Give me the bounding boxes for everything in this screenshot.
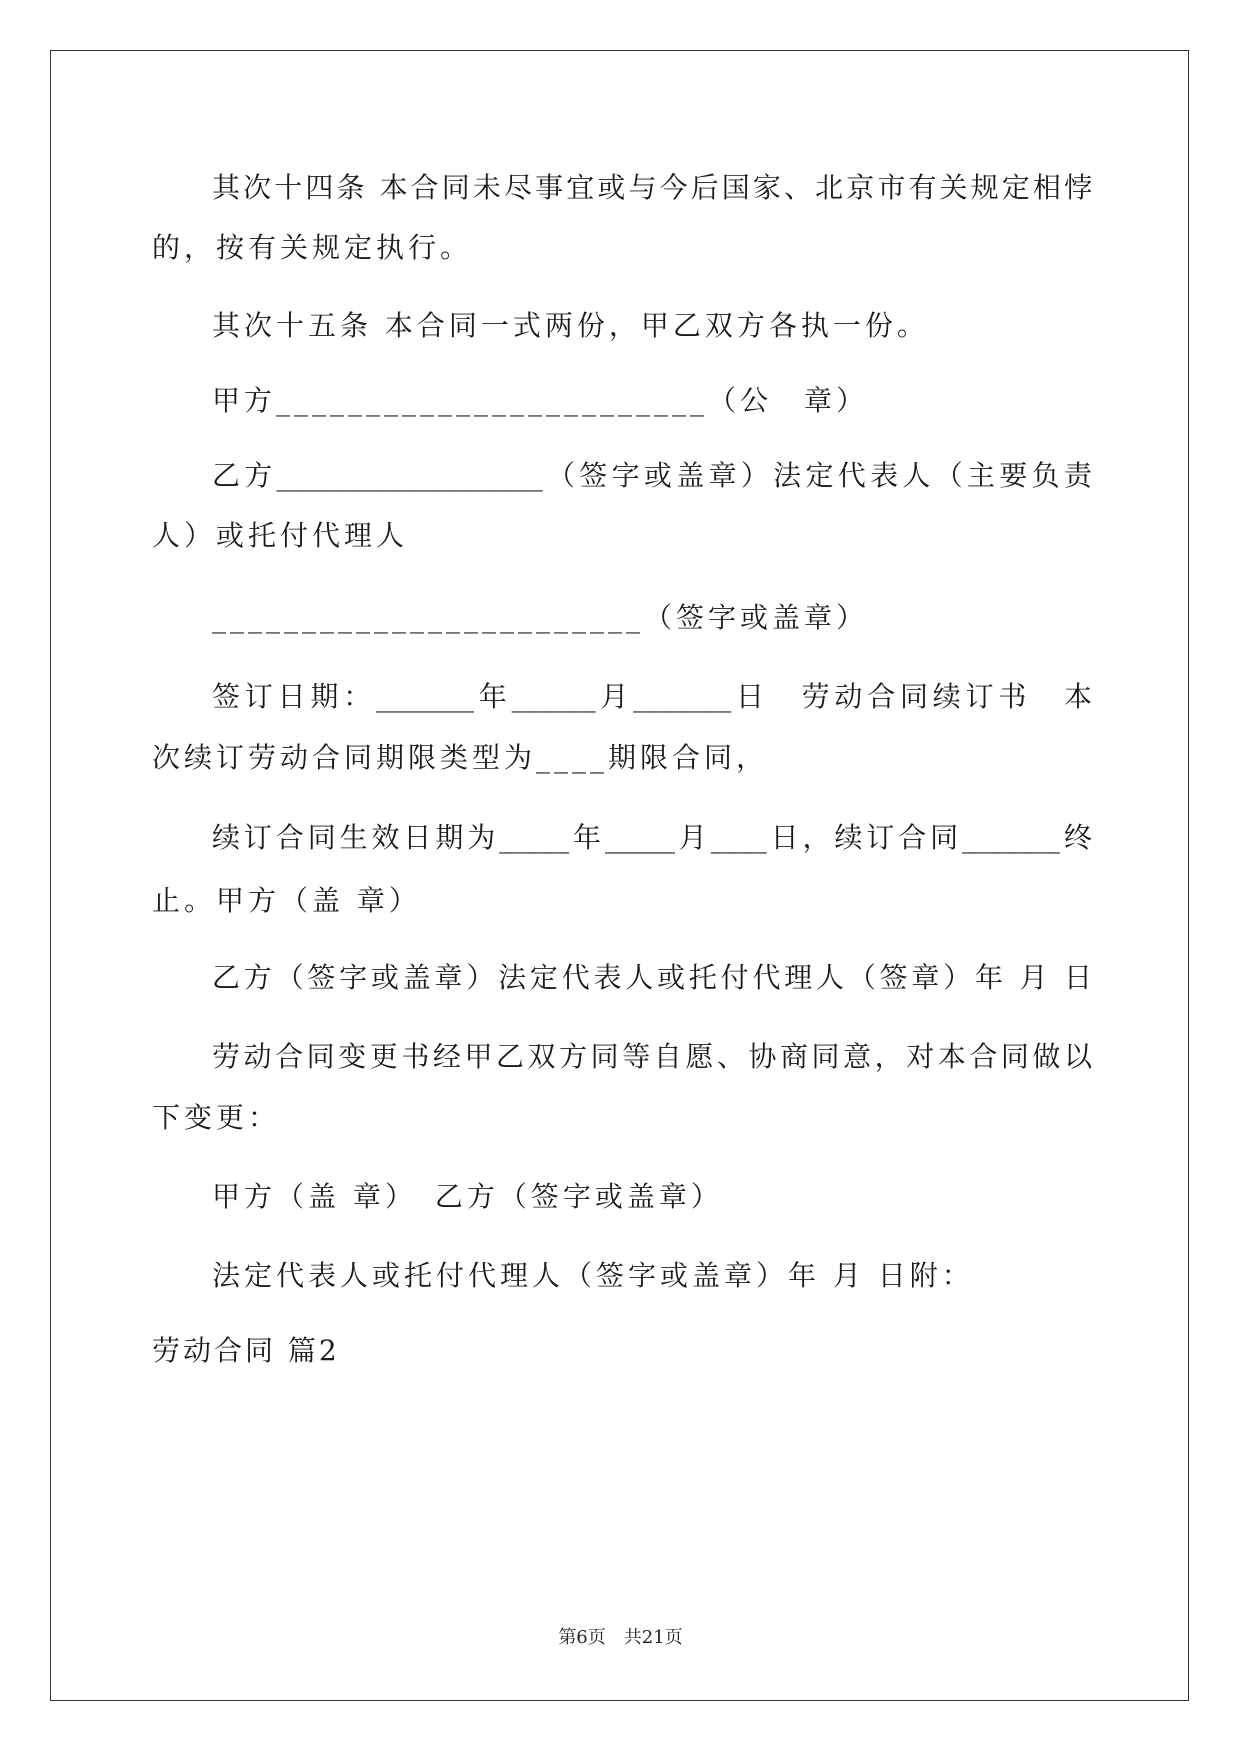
page-frame xyxy=(50,50,1189,1701)
party-b-signature-line-1: 乙方___________________（签字或盖章）法定代表人（主要负责 xyxy=(212,459,1092,492)
renewal-term-line: 次续订劳动合同期限类型为____期限合同， xyxy=(152,741,769,774)
renewal-signature-line: 乙方（签字或盖章）法定代表人或托付代理人（签章）年 月 日 xyxy=(212,961,1092,994)
party-a-seal-line: 甲方________________________（公 章） xyxy=(212,384,869,417)
clause-14-line-1: 其次十四条 本合同未尽事宜或与今后国家、北京市有关规定相悖 xyxy=(212,171,1092,204)
clause-15: 其次十五条 本合同一式两份，甲乙双方各执一份。 xyxy=(212,309,929,342)
page-number-footer: 第6页 共21页 xyxy=(558,1627,683,1648)
agent-signature-line: ________________________（签字或盖章） xyxy=(212,601,869,634)
amendment-line-2: 下变更： xyxy=(152,1101,281,1134)
renewal-effective-line-2: 止。甲方（盖 章） xyxy=(152,884,421,917)
party-b-signature-line-2: 人）或托付代理人 xyxy=(152,519,409,552)
clause-14-line-2: 的，按有关规定执行。 xyxy=(152,231,473,264)
section-heading: 劳动合同 篇2 xyxy=(152,1334,340,1367)
amendment-agent-line: 法定代表人或托付代理人（签字或盖章）年 月 日附： xyxy=(212,1259,974,1292)
amendment-line-1: 劳动合同变更书经甲乙双方同等自愿、协商同意，对本合同做以 xyxy=(212,1040,1092,1073)
amendment-seal-line: 甲方（盖 章） 乙方（签字或盖章） xyxy=(212,1180,723,1213)
signing-date-line: 签订日期：_______年______月_______日 劳动合同续订书 本 xyxy=(212,680,1092,713)
renewal-effective-line-1: 续订合同生效日期为_____年_____月____日，续订合同_______终 xyxy=(212,821,1092,854)
